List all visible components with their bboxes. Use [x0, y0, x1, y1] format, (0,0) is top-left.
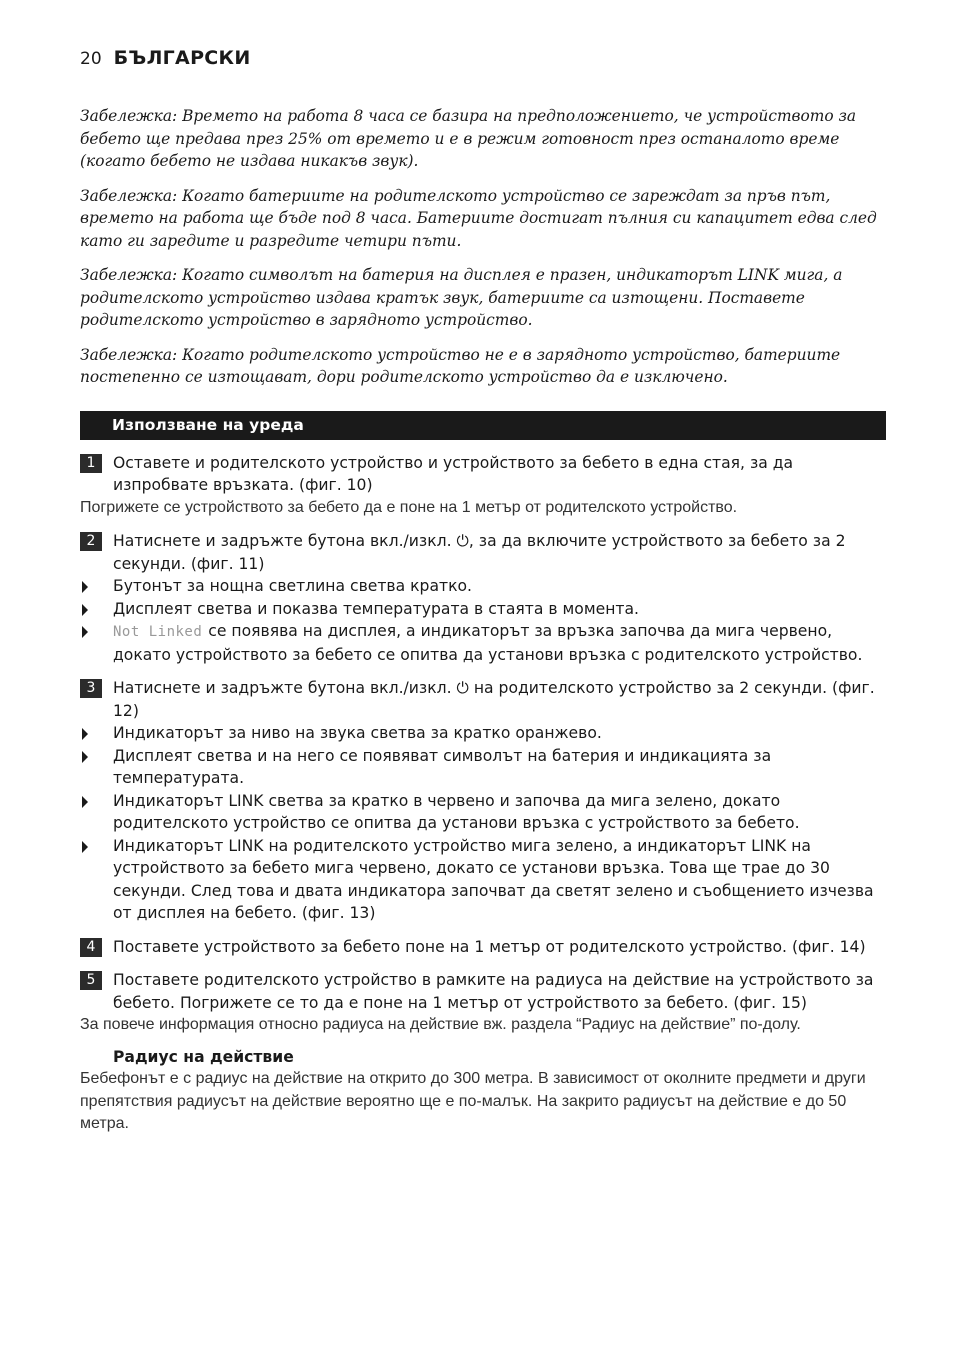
- list-item: [80, 835, 886, 925]
- step-number-badge: 5: [80, 971, 102, 990]
- step-text-b: на родителското устройство за 2 секунди. (фиг. 12): [113, 679, 875, 720]
- step-note: За повече информация относно радиуса на действие вж. раздела “Радиус на действие” по-долу.: [80, 1016, 801, 1033]
- bullet-text: Индикаторът LINK светва за кратко в червено и започва да мига зелено, докато родителското устройство се опитва да установи връзка с устройството за бебето.: [113, 791, 800, 832]
- bullet-triangle-icon: [82, 581, 88, 593]
- bullet-triangle-icon: [82, 751, 88, 763]
- step-note: Погрижете се устройството за бебето да е поне на 1 метър от родителското устройство.: [80, 498, 738, 516]
- step-text: Оставете и родителското устройство и устройството за бебето в една стая, за да изпробвате връзката. (фиг. 10): [113, 453, 794, 494]
- bullet-text: Индикаторът за ниво на звука светва за кратко оранжево.: [113, 724, 602, 742]
- section-heading: Използване на уреда: [80, 411, 886, 440]
- list-item: [80, 745, 886, 790]
- step-3: [80, 677, 886, 722]
- bullet-text: Индикаторът LINK на родителското устройство мига зелено, а индикаторът LINK на устройството за бебето мига червено, докато се установи връзка. Това ще трае до 30 секунди. След това и двата индикатора започват да светят зелено и съобщението изчезва от дисплея на бебето. (фиг. 13): [113, 836, 874, 922]
- bullet-text: Бутонът за нощна светлина светва кратко.: [113, 577, 473, 595]
- step-number-badge: 4: [80, 938, 102, 957]
- note-paragraph: Забележка: Когато родителското устройство не е в зарядното устройство, батериите постепенно се изтощават, дори родителското устройство да е изключено.: [80, 345, 841, 386]
- lcd-display-text: Not Linked: [113, 624, 203, 640]
- range-paragraph: Бебефонът е с радиус на действие на открито до 300 метра. В зависимост от околните предмети и други препятствия радиусът на действие вероятно ще е по-малък. На закрито радиусът на действие е до 50 метра.: [80, 1070, 866, 1132]
- page-number: 20: [80, 49, 102, 69]
- power-icon: ⏻: [456, 532, 469, 550]
- bullet-text: се появява на дисплея, а индикаторът за връзка започва да мига червено, докато устройството за бебето се опитва да установи връзка с родителското устройство.: [113, 622, 863, 664]
- list-item: [80, 620, 886, 666]
- list-item: [80, 722, 886, 745]
- subsection-heading: Радиус на действие: [113, 1047, 294, 1066]
- bullet-triangle-icon: [82, 796, 88, 808]
- step-text: Поставете устройството за бебето поне на 1 метър от родителското устройство. (фиг. 14): [113, 937, 866, 956]
- bullet-triangle-icon: [82, 604, 88, 616]
- page-content: [80, 105, 886, 1136]
- step-text-a: Натиснете и задръжте бутона вкл./изкл.: [113, 532, 452, 550]
- step-2: [80, 530, 886, 575]
- list-item: [80, 598, 886, 621]
- bullet-text: Дисплеят светва и на него се появяват символът на батерия и индикацията за температурата.: [113, 746, 772, 787]
- note-paragraph: Забележка: Времето на работа 8 часа се базира на предположението, че устройството за бебето ще предава през 25% от времето и е в режим готовност през останалото време (когато бебето не издава никакъв звук).: [80, 107, 857, 170]
- step-number-badge: 3: [80, 679, 102, 698]
- bullet-text: Дисплеят светва и показва температурата в стаята в момента.: [113, 599, 639, 618]
- note-paragraph: Забележка: Когато батериите на родителското устройство се зареждат за пръв път, времето на работа ще бъде под 8 часа. Батериите достигат пълния си капацитет едва след като ги заредите и разредите четири пъти.: [80, 186, 877, 250]
- step-number-badge: 2: [80, 532, 102, 551]
- step-4: [80, 936, 886, 959]
- language-title: БЪЛГАРСКИ: [113, 47, 251, 69]
- list-item: [80, 575, 886, 598]
- step-5: [80, 969, 886, 1014]
- page-header: [80, 47, 251, 75]
- step-text: Поставете родителското устройство в рамките на радиуса на действие на устройството за бебето. Погрижете се то да е поне на 1 метър от устройството за бебето. (фиг. 15): [113, 971, 874, 1012]
- step-text-b: , за да включите устройството за бебето за 2 секунди. (фиг. 11): [113, 532, 846, 573]
- bullet-triangle-icon: [82, 841, 88, 853]
- bullet-triangle-icon: [82, 626, 88, 638]
- step-number-badge: 1: [80, 454, 102, 473]
- step-1: [80, 452, 886, 497]
- note-paragraph: Забележка: Когато символът на батерия на дисплея е празен, индикаторът LINK мига, а родителското устройство издава кратък звук, батериите са изтощени. Поставете родителското устройство в зарядното устройство.: [80, 266, 843, 329]
- power-icon: ⏻: [456, 679, 469, 697]
- list-item: [80, 790, 886, 835]
- bullet-triangle-icon: [82, 728, 88, 740]
- step-text-a: Натиснете и задръжте бутона вкл./изкл.: [113, 679, 452, 697]
